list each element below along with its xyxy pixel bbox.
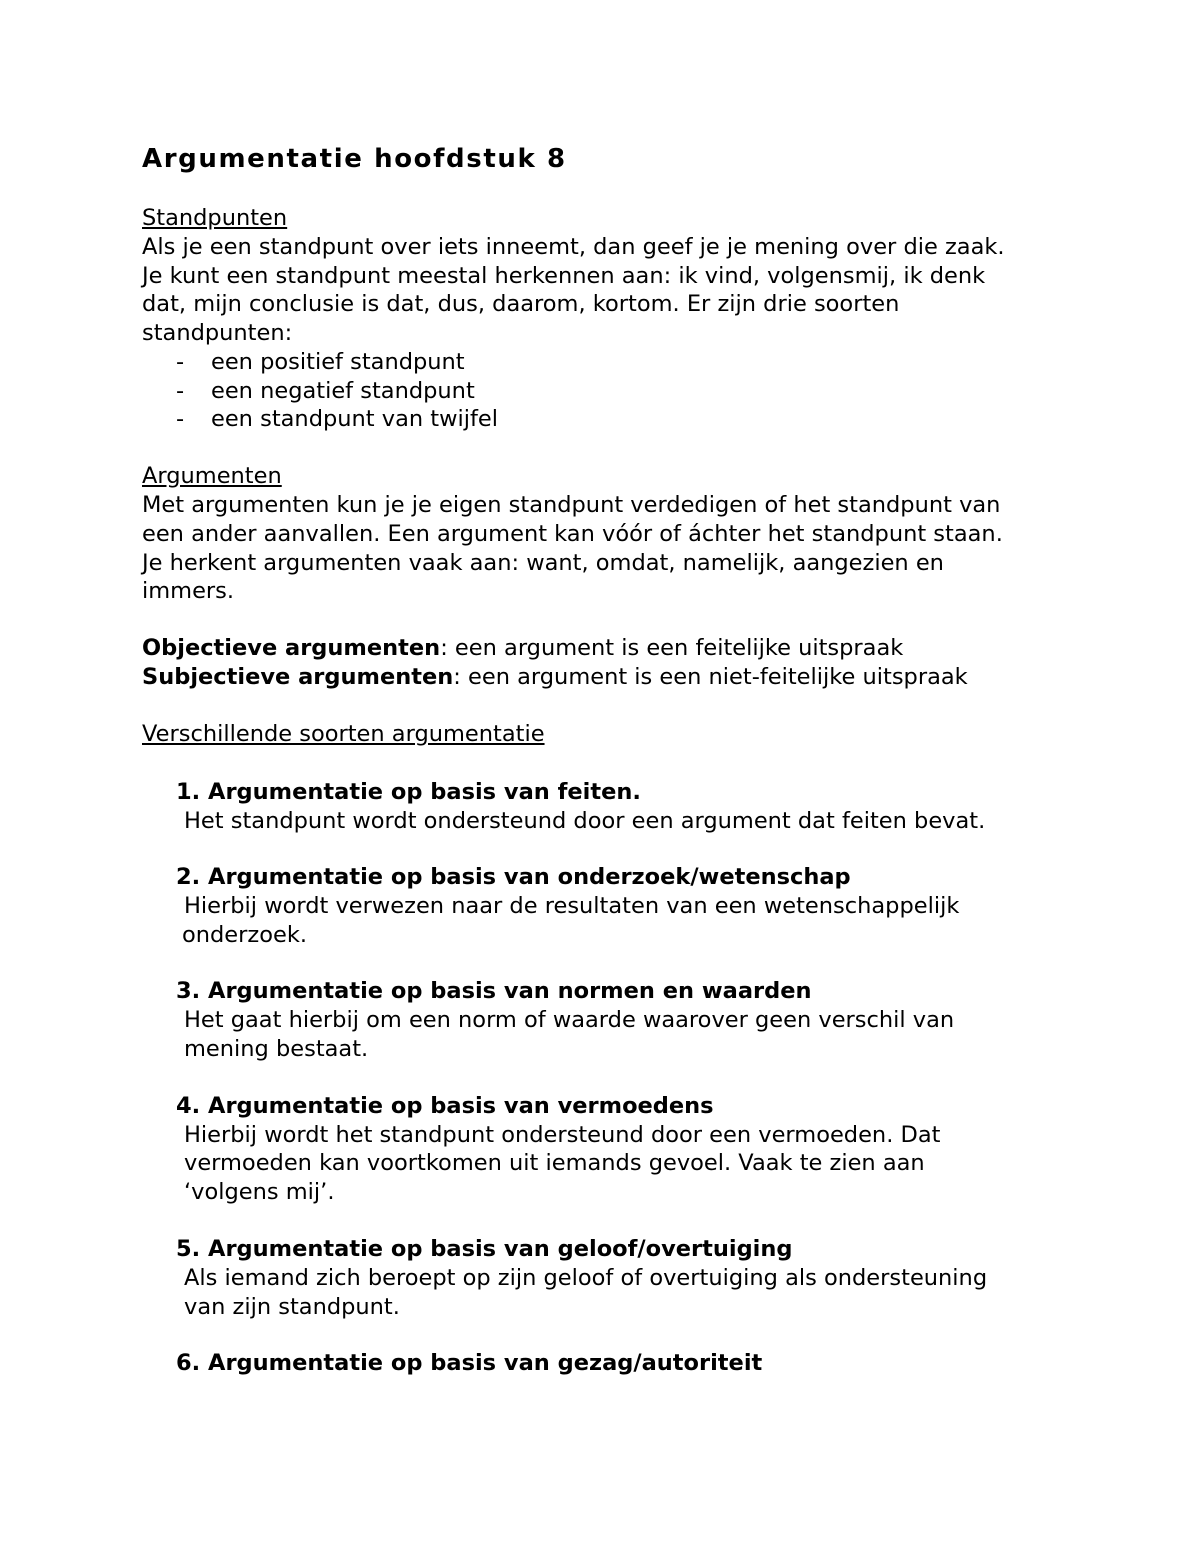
paragraph-line: Met argumenten kun je je eigen standpunt verdedigen of het standpunt van xyxy=(142,492,1001,518)
item-description-line: mening bestaat. xyxy=(184,1036,369,1062)
section-heading-soorten: Verschillende soorten argumentatie xyxy=(142,721,545,747)
numbered-item-heading: 3. Argumentatie op basis van normen en waarden xyxy=(176,978,812,1004)
item-description-line: Het standpunt wordt ondersteund door een argument dat feiten bevat. xyxy=(184,808,986,834)
definition-term: Objectieve argumenten xyxy=(142,635,441,661)
paragraph-line: Je kunt een standpunt meestal herkennen aan: ik vind, volgensmij, ik denk xyxy=(142,263,986,289)
document-title: Argumentatie hoofdstuk 8 xyxy=(142,144,567,174)
item-description-line: Als iemand zich beroept op zijn geloof of overtuiging als ondersteuning xyxy=(184,1265,988,1291)
section-heading-argumenten: Argumenten xyxy=(142,463,282,489)
numbered-item-heading: 4. Argumentatie op basis van vermoedens xyxy=(176,1093,714,1119)
item-description-line: vermoeden kan voortkomen uit iemands gevoel. Vaak te zien aan xyxy=(184,1150,925,1176)
paragraph-line: Als je een standpunt over iets inneemt, dan geef je je mening over die zaak. xyxy=(142,234,1005,260)
list-item: een positief standpunt xyxy=(211,349,465,375)
item-description-line: onderzoek. xyxy=(182,922,308,948)
paragraph-line: immers. xyxy=(142,578,235,604)
item-description-line: Hierbij wordt het standpunt ondersteund door een vermoeden. Dat xyxy=(184,1122,941,1148)
section-heading-standpunten: Standpunten xyxy=(142,205,288,231)
list-item: een standpunt van twijfel xyxy=(211,406,499,432)
numbered-item-heading: 6. Argumentatie op basis van gezag/autoriteit xyxy=(176,1350,763,1376)
numbered-item-heading: 1. Argumentatie op basis van feiten. xyxy=(176,779,641,805)
paragraph-line: dat, mijn conclusie is dat, dus, daarom, kortom. Er zijn drie soorten xyxy=(142,291,900,317)
definition-objectief xyxy=(142,634,903,663)
paragraph-line: standpunten: xyxy=(142,320,293,346)
paragraph-line: een ander aanvallen. Een argument kan vóór of áchter het standpunt staan. xyxy=(142,521,1003,547)
item-description-line: Hierbij wordt verwezen naar de resultaten van een wetenschappelijk xyxy=(184,893,960,919)
definition-term: Subjectieve argumenten xyxy=(142,664,454,690)
paragraph-line: Je herkent argumenten vaak aan: want, omdat, namelijk, aangezien en xyxy=(142,550,944,576)
bullet-marker: - xyxy=(176,349,185,375)
bullet-marker: - xyxy=(176,378,185,404)
definition-subjectief xyxy=(142,663,968,692)
bullet-marker: - xyxy=(176,406,185,432)
list-item: een negatief standpunt xyxy=(211,378,475,404)
numbered-item-heading: 2. Argumentatie op basis van onderzoek/wetenschap xyxy=(176,864,851,890)
definition-text: : een argument is een feitelijke uitspraak xyxy=(440,635,904,661)
item-description-line: van zijn standpunt. xyxy=(184,1294,400,1320)
item-description-line: ‘volgens mij’. xyxy=(184,1179,335,1205)
numbered-item-heading: 5. Argumentatie op basis van geloof/overtuiging xyxy=(176,1236,793,1262)
item-description-line: Het gaat hierbij om een norm of waarde waarover geen verschil van xyxy=(184,1007,955,1033)
definition-text: : een argument is een niet-feitelijke uitspraak xyxy=(453,664,968,690)
